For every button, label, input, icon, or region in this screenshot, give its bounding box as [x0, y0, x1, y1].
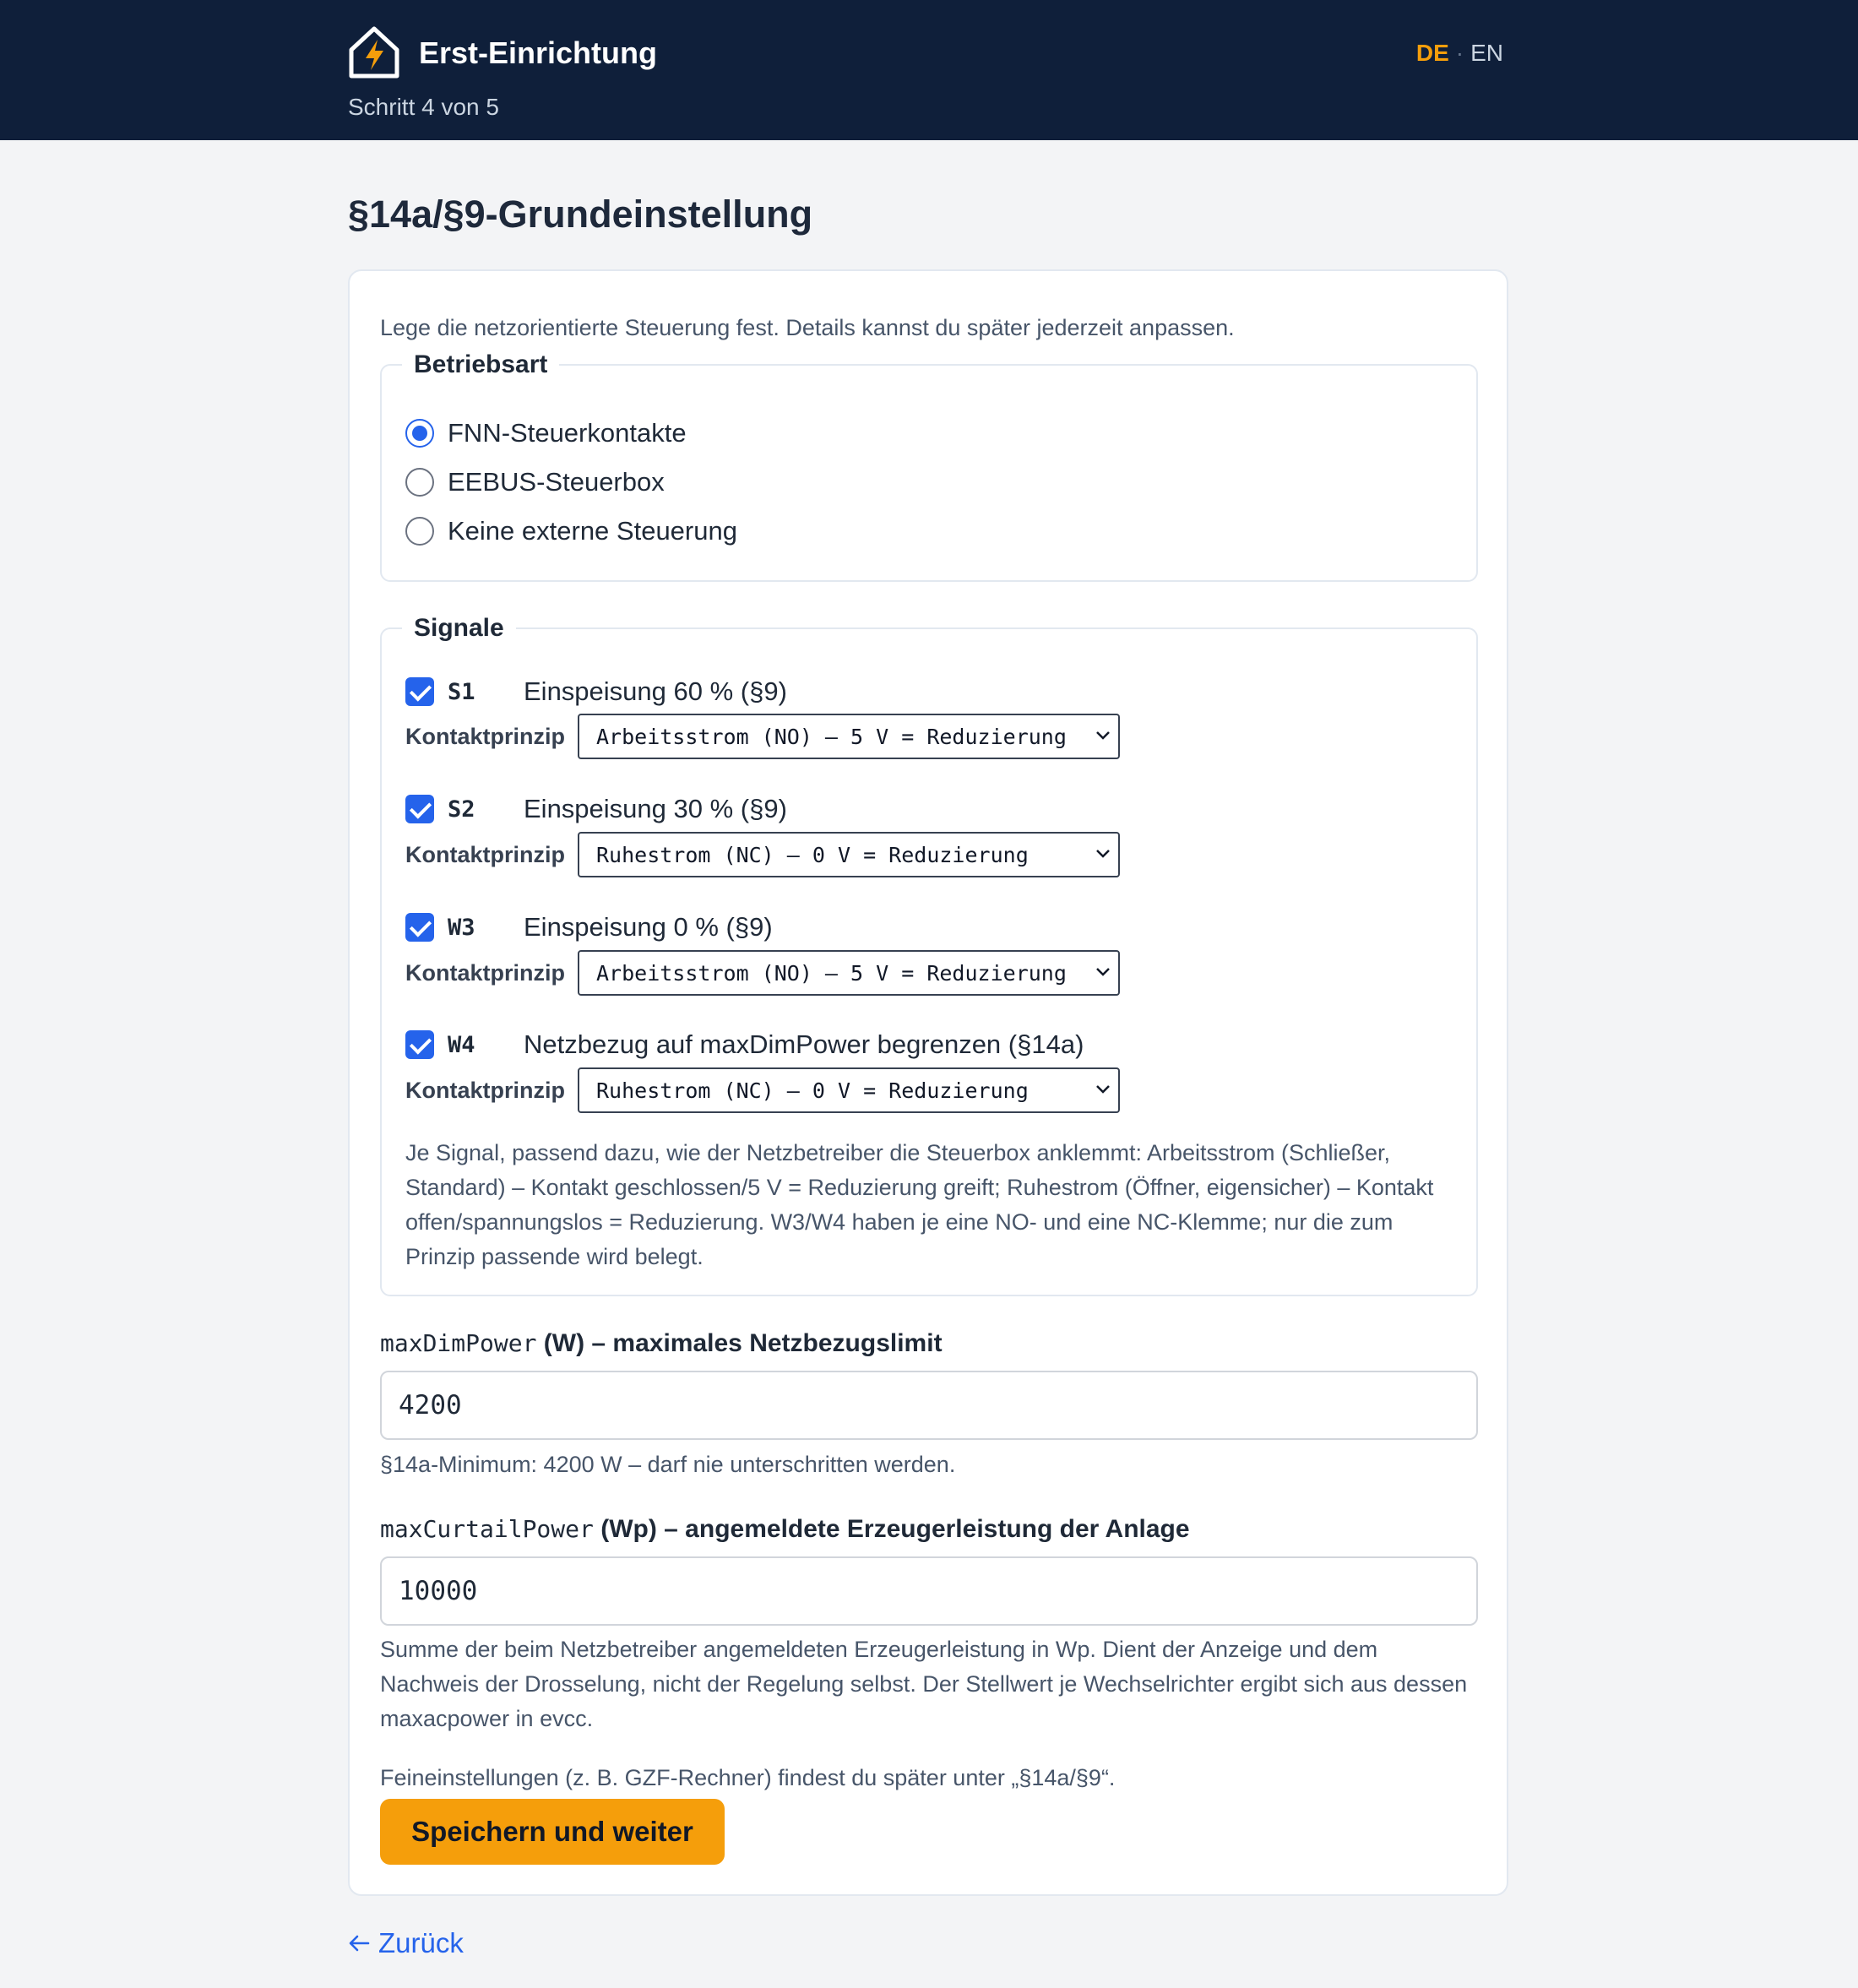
chevron-down-icon [1095, 848, 1111, 860]
max-dim-power-code: maxDimPower [380, 1329, 537, 1357]
mode-legend: Betriebsart [402, 349, 559, 381]
max-dim-power-label-text: (W) – maximales Netzbezugslimit [536, 1329, 943, 1357]
back-label: Zurück [378, 1927, 464, 1958]
signal-s2-row [405, 793, 787, 825]
signal-s1-row [405, 676, 787, 708]
chevron-down-icon [1095, 730, 1111, 741]
select-value: Arbeitsstrom (NO) – 5 V = Reduzierung [596, 724, 1067, 749]
signals-legend: Signale [402, 612, 516, 644]
signal-w3-checkbox[interactable] [405, 913, 434, 942]
signal-w3-row [405, 911, 773, 943]
lang-en[interactable]: EN [1470, 40, 1503, 66]
max-curtail-power-label-text: (Wp) – angemeldete Erzeugerleistung der Anlage [593, 1515, 1190, 1543]
signal-description: Einspeisung 60 % (§9) [524, 676, 787, 706]
mode-option-fnn[interactable] [405, 417, 687, 449]
top-bar [0, 0, 1858, 140]
signal-s2-checkbox[interactable] [405, 795, 434, 823]
max-dim-power-label [380, 1328, 943, 1360]
signal-code: W3 [448, 914, 475, 941]
signal-w4-contact-row [405, 1067, 1120, 1113]
max-curtail-power-code: maxCurtailPower [380, 1515, 594, 1543]
signal-s1-checkbox[interactable] [405, 677, 434, 706]
arrow-left-icon [348, 1934, 370, 1953]
signal-s2-contact-select[interactable] [578, 832, 1120, 877]
mode-option-eebus[interactable] [405, 466, 665, 498]
radio-eebus[interactable] [405, 468, 434, 497]
radio-none[interactable] [405, 517, 434, 546]
signal-s2-contact-row [405, 832, 1120, 877]
signal-w4-contact-select[interactable] [578, 1067, 1120, 1113]
mode-option-label: FNN-Steuerkontakte [448, 418, 687, 448]
max-curtail-power-label [380, 1513, 1190, 1545]
signal-description: Einspeisung 30 % (§9) [524, 794, 787, 823]
select-value: Ruhestrom (NC) – 0 V = Reduzierung [596, 842, 1029, 867]
signal-w3-contact-select[interactable] [578, 950, 1120, 996]
intro-text: Lege die netzorientierte Steuerung fest. Details kannst du später jederzeit anpassen. [380, 315, 1235, 340]
page-title: §14a/§9-Grundeinstellung [348, 193, 813, 236]
save-and-continue-button[interactable]: Speichern und weiter [380, 1799, 725, 1865]
max-curtail-power-input[interactable] [380, 1556, 1478, 1626]
signal-code: W4 [448, 1031, 475, 1058]
signals-note: Je Signal, passend dazu, wie der Netzbetreiber die Steuerbox anklemmt: Arbeitsstrom (Schließer, Standard) – Kontakt geschlossen/5 V = Reduzierung greift; Ruhestrom (Öffner, eigensicher) – Kontakt offen/spannungslos = Reduzierung. W3/W4 haben je eine NO- und eine NC-Klemme; nur die zum Prinzip passende wird belegt. [405, 1140, 1434, 1269]
signal-s1-contact-row [405, 714, 1120, 759]
signal-w4-row [405, 1029, 1084, 1061]
mode-fieldset [380, 350, 1478, 582]
lang-de[interactable]: DE [1415, 40, 1449, 66]
mode-option-label: EEBUS-Steuerbox [448, 467, 665, 497]
radio-fnn[interactable] [405, 419, 434, 448]
signal-w3-contact-row [405, 950, 1120, 996]
lang-separator: · [1455, 40, 1464, 66]
signal-s1-contact-select[interactable] [578, 714, 1120, 759]
chevron-down-icon [1095, 1084, 1111, 1095]
signal-code: S1 [448, 678, 475, 705]
house-bolt-icon [348, 24, 400, 80]
back-link[interactable] [348, 1926, 464, 1960]
signal-description: Netzbezug auf maxDimPower begrenzen (§14a) [524, 1029, 1084, 1059]
mode-option-label: Keine externe Steuerung [448, 516, 737, 546]
step-indicator: Schritt 4 von 5 [348, 94, 499, 120]
max-dim-power-input[interactable] [380, 1371, 1478, 1440]
contact-label: Kontaktprinzip [405, 1077, 565, 1103]
max-dim-power-hint: §14a-Minimum: 4200 W – darf nie unterschritten werden. [380, 1452, 956, 1477]
max-curtail-power-hint: Summe der beim Netzbetreiber angemeldeten Erzeugerleistung in Wp. Dient der Anzeige und dem Nachweis der Drosselung, nicht der Regelung selbst. Der Stellwert je Wechselrichter ergibt sich aus dessen maxacpower in evcc. [380, 1637, 1468, 1731]
contact-label: Kontaktprinzip [405, 723, 565, 749]
mode-option-none[interactable] [405, 515, 737, 547]
fine-tuning-note: Feineinstellungen (z. B. GZF-Rechner) findest du später unter „§14a/§9“. [380, 1765, 1116, 1790]
select-value: Arbeitsstrom (NO) – 5 V = Reduzierung [596, 960, 1067, 986]
contact-label: Kontaktprinzip [405, 959, 565, 986]
chevron-down-icon [1095, 966, 1111, 978]
app-title: Erst-Einrichtung [419, 35, 658, 70]
signal-code: S2 [448, 796, 475, 823]
select-value: Ruhestrom (NC) – 0 V = Reduzierung [596, 1078, 1029, 1103]
signals-fieldset [380, 614, 1478, 1296]
contact-label: Kontaktprinzip [405, 841, 565, 867]
language-switch [1416, 39, 1503, 68]
settings-card [348, 269, 1508, 1896]
signal-w4-checkbox[interactable] [405, 1030, 434, 1059]
signal-description: Einspeisung 0 % (§9) [524, 912, 773, 942]
